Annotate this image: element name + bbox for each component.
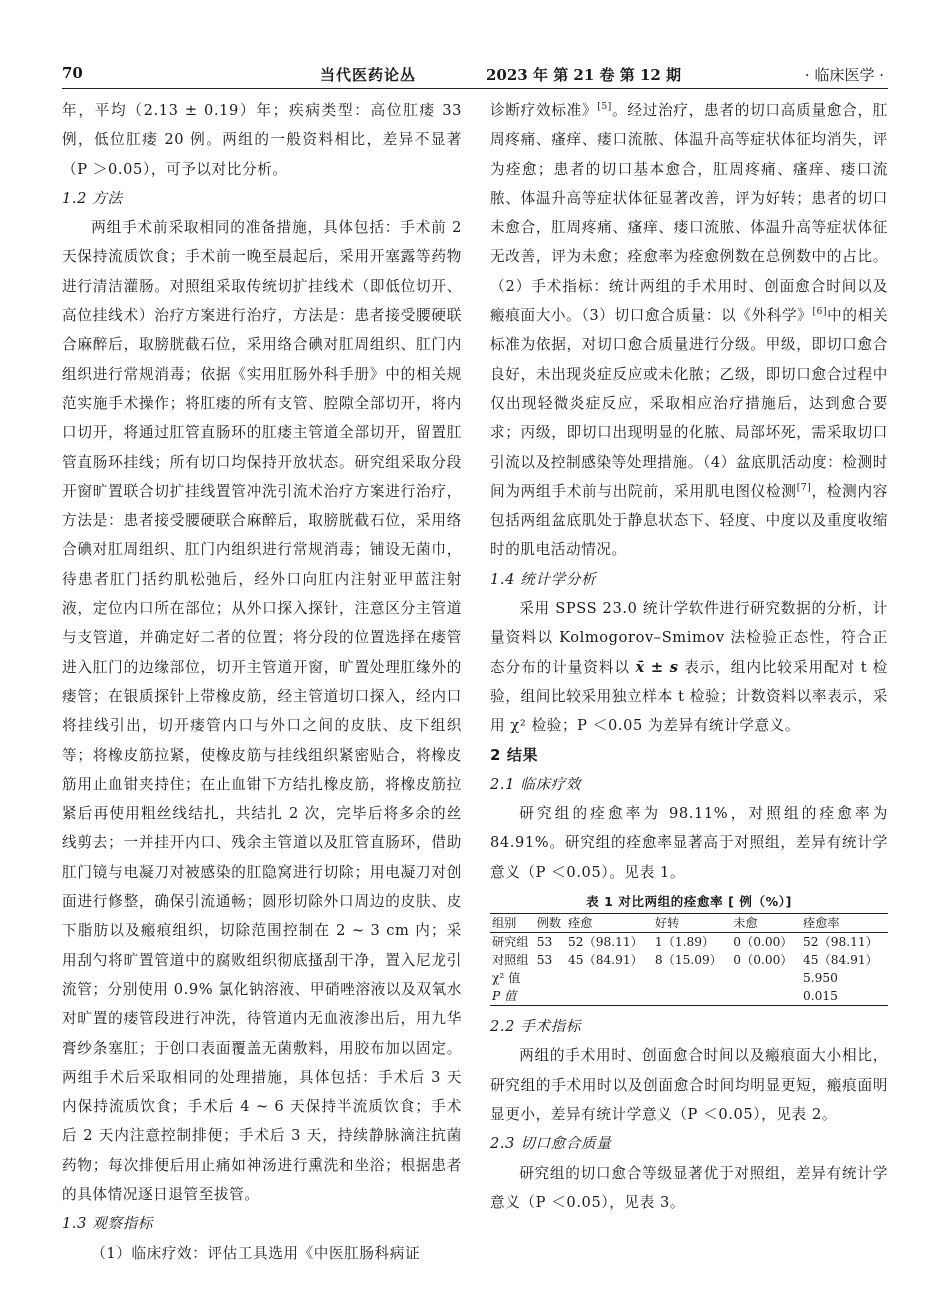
paragraph-observation-start: （1）临床疗效：评估工具选用《中医肛肠科病证	[91, 1244, 421, 1262]
table-cell: P 值	[490, 987, 535, 1006]
table1-header: 未愈	[731, 914, 801, 933]
table-cell	[535, 987, 566, 1006]
table-cell: 45（84.91）	[803, 953, 878, 968]
table-cell	[566, 987, 653, 1006]
issue-info: 2023 年 第 21 卷 第 12 期	[486, 66, 682, 84]
paragraph-baseline: 年，平均（2.13 ± 0.19）年；疾病类型：高位肛瘘 33 例，低位肛瘘 20 例。两组的一般资料相比，差异不显著（P ＞0.05），可予以对比分析。	[62, 102, 462, 178]
obs-text-d: ，检测内容包括两组盆底肌处于静息状态下、轻度、中度以及重度收缩时的肌电活动情况。	[490, 482, 888, 559]
paragraph-surgical-indices: 两组的手术用时、创面愈合时间以及瘢痕面大小相比，研究组的手术用时以及创面愈合时间均明显更短，瘢痕面明显更小，差异有统计学意义（P ＜0.05），见表 2。	[490, 1047, 888, 1123]
table1-header: 痊愈率	[801, 914, 888, 933]
table-row	[490, 987, 888, 1006]
running-header	[62, 62, 888, 89]
left-column	[62, 96, 462, 1268]
citation-6[interactable]: [6]	[812, 307, 828, 318]
journal-name: 当代医药论丛	[320, 66, 417, 84]
heading-methods: 1.2 方法	[62, 189, 123, 207]
table-cell: 52（98.11）	[568, 935, 643, 950]
table1-title: 表 1 对比两组的痊愈率 [ 例（%）]	[586, 894, 792, 910]
paragraph-clinical-efficacy: 研究组的痊愈率为 98.11%，对照组的痊愈率为 84.91%。研究组的痊愈率显著高于对照组，差异有统计学意义（P ＜0.05）。见表 1。	[490, 805, 888, 881]
paragraph-wound-healing: 研究组的切口愈合等级显著优于对照组，差异有统计学意义（P ＜0.05），见表 3。	[490, 1164, 888, 1211]
table-cell: 8（15.09）	[654, 953, 722, 968]
table-cell: 53	[536, 953, 553, 968]
heading-observation: 1.3 观察指标	[62, 1215, 154, 1233]
page-number: 70	[62, 64, 83, 82]
table-cell: χ² 值	[492, 971, 521, 986]
table-cell	[653, 969, 731, 987]
heading-wound-healing: 2.3 切口愈合质量	[490, 1135, 612, 1153]
table-row	[490, 969, 888, 987]
table1-header: 好转	[653, 914, 731, 933]
citation-5[interactable]: [5]	[597, 102, 612, 113]
obs-text-a: 诊断疗效标准》	[490, 102, 598, 119]
table-cell: 5.950	[803, 971, 838, 986]
obs-text-c: 中的相关标准为依据，对切口愈合质量进行分级。甲级，即切口愈合良好，未出现炎症反应或未化脓；乙级，即切口愈合过程中仅出现轻微炎症反应，采取相应治疗措施后，达到愈合要求；丙级，即切口出现明显的化脓、局部坏死，需采取切口引流以及控制感染等处理措施。（4）盆底肌活动度：检测时间为两组手术前与出院前，采用肌电图仪检测	[490, 307, 889, 500]
table-cell: 0（0.00）	[733, 935, 793, 950]
obs-text-b: 。经过治疗，患者的切口高质量愈合，肛周疼痛、瘙痒、瘘口流脓、体温升高等症状体征均消失，评为痊愈；患者的切口基本愈合，肛周疼痛、瘙痒、瘘口流脓、体温升高等症状体征显著改善，评为好转；患者的切口未愈合，肛周疼痛、瘙痒、瘘口流脓、体温升高等症状体征无改善，评为未愈；痊愈率为痊愈例数在总例数中的占比。（2）手术指标：统计两组的手术用时、创面愈合时间以及瘢痕面大小。（3）切口愈合质量：以《外科学》	[490, 102, 888, 325]
table-cell: 研究组	[492, 935, 529, 950]
table-row	[490, 933, 888, 952]
section-label: · 临床医学 ·	[804, 66, 884, 84]
paragraph-statistics	[490, 594, 888, 740]
table1-header-row	[490, 914, 888, 933]
mean-sd-symbol: x̄ ± s	[635, 658, 679, 676]
heading-surgical-indices: 2.2 手术指标	[490, 1018, 582, 1036]
table1-header: 痊愈	[566, 914, 653, 933]
heading-results: 2 结果	[490, 745, 539, 764]
table-row	[490, 951, 888, 969]
table-cell	[731, 969, 801, 987]
heading-statistics: 1.4 统计学分析	[490, 570, 597, 588]
table-cell: 0.015	[801, 987, 888, 1006]
table1-header: 组别	[490, 914, 535, 933]
table-cell: 0（0.00）	[733, 953, 793, 968]
table-cell	[535, 969, 566, 987]
table-cell	[653, 987, 731, 1006]
paragraph-methods: 两组手术前采取相同的准备措施，具体包括：手术前 2 天保持流质饮食；手术前一晚至晨起后，采用开塞露等药物进行清洁灌肠。对照组采取传统切扩挂线术（即低位切开、高位挂线术）治疗方案进行治疗，方法是：患者接受腰硬联合麻醉后，取膀胱截石位，采用络合碘对肛周组织、肛门内组织进行常规消毒；依据《实用肛肠外科手册》中的相关规范实施手术操作；将肛瘘的所有支管、腔隙全部切开，将内口切开，将通过肛管直肠环的肛瘘主管道全部切开，留置肛管直肠环挂线；所有切口均保持开放状态。研究组采取分段开窗旷置联合切扩挂线置管冲洗引流术治疗方案进行治疗，方法是：患者接受腰硬联合麻醉后，取膀胱截石位，采用络合碘对肛周组织、肛门内组织进行常规消毒；铺设无菌巾，待患者肛门括约肌松弛后，经外口向肛内注射亚甲蓝注射液，定位内口所在部位；从外口探入探针，注意区分主管道与支管道，并确定好二者的位置；将分段的位置选择在瘘管进入肛门的边缘部位，切开主管道开窗，旷置处理肛缘外的瘘管；在银质探针上带橡皮筋，经主管道切口探入，经内口将挂线引出，切开瘘管内口与外口之间的皮肤、皮下组织等；将橡皮筋拉紧，使橡皮筋与挂线组织紧密贴合，将橡皮筋用止血钳夹持住；在止血钳下方结扎橡皮筋，将橡皮筋拉紧后再使用粗丝线结扎，共结扎 2 次，完毕后将多余的丝线剪去；一并挂开内口、残余主管道以及肛管直肠环，借助肛门镜与电凝刀对被感染的肛隐窝进行切除；用电凝刀对创面进行修整，确保引流通畅；圆形切除外口周边的皮肤、皮下脂肪以及瘢痕组织，切除范围控制在 2 ~ 3 cm 内；采用刮勺将旷置管道中的腐败组织彻底搔刮干净，置入尼龙引流管；分别使用 0.9% 氯化钠溶液、甲硝唑溶液以及双氧水对旷置的瘘管段进行冲洗，待管道内无血液渗出后，用九华膏纱条塞肛；于创口表面覆盖无菌敷料，用胶布加以固定。两组手术后采取相同的处理措施，具体包括：手术后 3 天内保持流质饮食；手术后 4 ~ 6 天保持半流质饮食；手术后 2 天内注意控制排便；手术后 3 天，持续静脉滴注抗菌药物；每次排便后用止痛如神汤进行熏洗和坐浴；根据患者的具体情况逐日退管至拔管。	[62, 219, 462, 1203]
table1-header: 例数	[535, 914, 566, 933]
citation-7[interactable]: [7]	[796, 483, 812, 493]
table-cell: 45（84.91）	[568, 953, 643, 968]
table-cell	[731, 987, 801, 1006]
stat-text-a: 采用 SPSS 23.0 统计学软件进行研究数据的分析，计量资料以 Kolmogorov–Smimov 法检验正态性，符合正态分布的计量资料以	[490, 600, 888, 676]
table-cell	[566, 969, 653, 987]
table-cell: 52（98.11）	[803, 935, 878, 950]
table-cell: 对照组	[492, 953, 529, 968]
paragraph-observation-cont	[490, 96, 888, 565]
table1	[490, 913, 888, 1006]
stat-text-b: 表示，组内比较采用配对 t 检验，组间比较采用独立样本 t 检验；计数资料以率表示，采用 χ² 检验；P ＜0.05 为差异有统计学意义。	[490, 658, 889, 735]
table-cell: 1（1.89）	[654, 935, 715, 950]
table-cell: 53	[536, 935, 553, 950]
right-column	[490, 96, 888, 1217]
heading-clinical-efficacy: 2.1 临床疗效	[490, 775, 582, 793]
